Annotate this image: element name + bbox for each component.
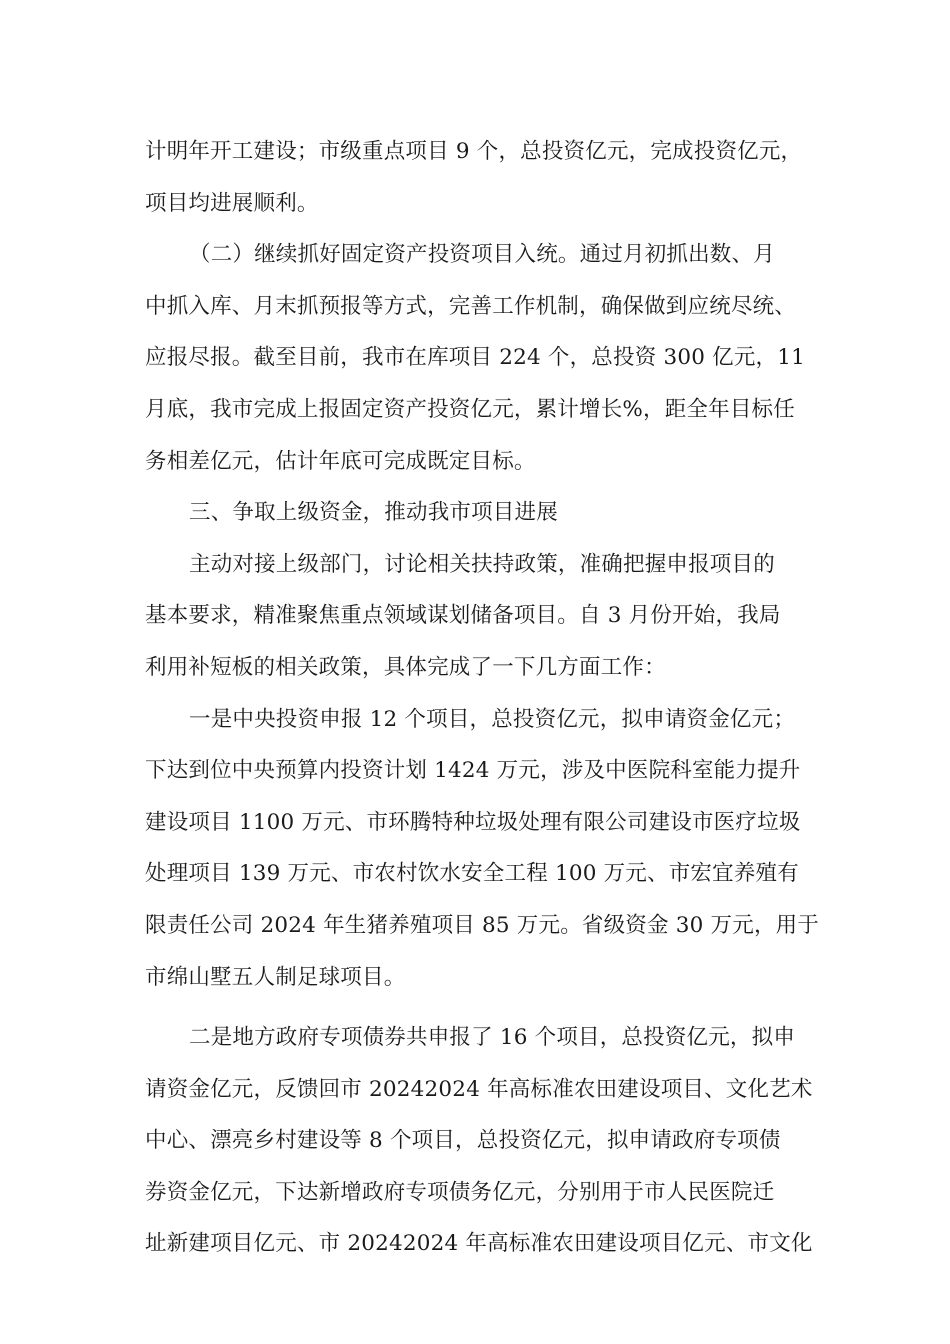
text-line: 限责任公司 2024 年生猪养殖项目 85 万元。省级资金 30 万元，用于 xyxy=(145,912,820,938)
text-line: 中心、漂亮乡村建设等 8 个项目，总投资亿元，拟申请政府专项债 xyxy=(145,1128,781,1154)
text-line: 券资金亿元，下达新增政府专项债务亿元，分别用于市人民医院迁 xyxy=(145,1179,775,1205)
text-line: 中抓入库、月末抓预报等方式，完善工作机制，确保做到应统尽统、 xyxy=(145,293,797,319)
text-line: 建设项目 1100 万元、市环腾特种垃圾处理有限公司建设市医疗垃圾 xyxy=(145,809,801,835)
paragraph-gap xyxy=(145,1003,810,1012)
text-line: 市绵山墅五人制足球项目。 xyxy=(145,964,406,990)
text-line: 利用补短板的相关政策，具体完成了一下几方面工作： xyxy=(145,654,666,680)
text-line: 请资金亿元，反馈回市 20242024 年高标准农田建设项目、文化艺术 xyxy=(145,1076,813,1102)
text-line: 计明年开工建设；市级重点项目 9 个，总投资亿元，完成投资亿元， xyxy=(145,139,803,164)
text-line: 基本要求，精准聚焦重点领域谋划储备项目。自 3 月份开始，我局 xyxy=(145,603,781,629)
text-line: （二）继续抓好固定资产投资项目入统。通过月初抓出数、月 xyxy=(189,242,775,268)
document-body xyxy=(145,126,820,1270)
text-line: 主动对接上级部门，讨论相关扶持政策，准确把握申报项目的 xyxy=(189,551,775,577)
text-line: 月底，我市完成上报固定资产投资亿元，累计增长%，距全年目标任 xyxy=(145,396,795,422)
text-line: 项目均进展顺利。 xyxy=(145,190,319,216)
text-line: 一是中央投资申报 12 个项目，总投资亿元，拟申请资金亿元； xyxy=(189,706,796,732)
text-line: 下达到位中央预算内投资计划 1424 万元，涉及中医院科室能力提升 xyxy=(145,758,801,784)
text-line: 务相差亿元，估计年底可完成既定目标。 xyxy=(145,448,536,474)
section-heading: 三、争取上级资金，推动我市项目进展 xyxy=(189,500,558,526)
text-line: 应报尽报。截至目前，我市在库项目 224 个，总投资 300 亿元，11 xyxy=(145,345,805,371)
text-line: 址新建项目亿元、市 20242024 年高标准农田建设项目亿元、市文化 xyxy=(145,1231,813,1257)
text-line: 处理项目 139 万元、市农村饮水安全工程 100 万元、市宏宜养殖有 xyxy=(145,861,799,887)
text-line: 二是地方政府专项债券共申报了 16 个项目，总投资亿元，拟申 xyxy=(189,1025,796,1051)
